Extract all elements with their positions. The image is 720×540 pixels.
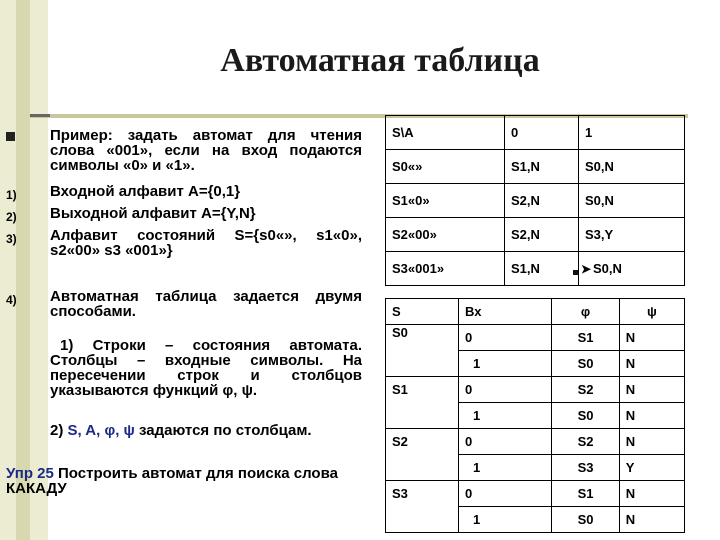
method-one-text: 1) Строки – состояния автомата. Столбцы – входные символы. На пересечении строк и столбцов указываются функций φ, ψ.	[50, 337, 362, 399]
exercise-body: Построить автомат для поиска слова КАКАДУ	[6, 465, 338, 497]
table-cell: N	[619, 403, 684, 429]
bullet-square-icon	[6, 132, 15, 141]
table-cell: N	[619, 429, 684, 455]
table-row	[386, 252, 685, 286]
left-decor-stripe	[16, 0, 30, 540]
table-cell	[386, 455, 459, 481]
table-cell: N	[619, 481, 684, 507]
table-cell: S2,N	[505, 184, 579, 218]
table-cell: S0,N	[579, 150, 685, 184]
table-cell: S1«0»	[386, 184, 505, 218]
table-row	[386, 184, 685, 218]
table-row	[386, 325, 685, 351]
table-cell: S2	[552, 377, 619, 403]
table-cell: 1	[459, 403, 552, 429]
table-header-cell: 0	[505, 116, 579, 150]
table-row	[386, 403, 685, 429]
table-cell	[386, 403, 459, 429]
automaton-table-rows	[385, 115, 685, 286]
table-cell: S0,N	[579, 184, 685, 218]
method-two-highlight: S, A, φ, ψ	[67, 422, 135, 439]
method-two-text	[50, 423, 370, 438]
table-cell: 1	[459, 351, 552, 377]
table-cell: S3«001»	[386, 252, 505, 286]
example-text: Пример: задать автомат для чтения слова «001», если на вход подаются символы «0» и «1».	[50, 127, 362, 174]
table-cell: Y	[619, 455, 684, 481]
arrow-right-icon: ➤	[581, 262, 592, 276]
method-two-number: 2)	[50, 422, 64, 439]
exercise-text	[6, 466, 366, 496]
table-cell: S2	[386, 429, 459, 455]
table-cell: S2,N	[505, 218, 579, 252]
input-alphabet: Входной алфавит A={0,1}	[50, 183, 241, 200]
title-divider-accent	[30, 114, 50, 117]
table-cell: 0	[459, 429, 552, 455]
slide-title: Автоматная таблица	[220, 42, 540, 79]
table-header-cell: 1	[579, 116, 685, 150]
table-methods: Автоматная таблица задается двумя способами.	[50, 288, 362, 320]
table-cell: S3	[386, 481, 459, 507]
table-row	[386, 429, 685, 455]
table-row	[386, 218, 685, 252]
table-cell: S1,N	[505, 252, 579, 286]
item-number: 4)	[6, 293, 17, 307]
state-alphabet: Алфавит состояний S={s0«», s1«0», s2«00» s3 «001»}	[50, 227, 362, 259]
table-cell: S0	[552, 403, 619, 429]
table-cell	[386, 507, 459, 533]
table-cell: 0	[459, 377, 552, 403]
table-cell: S3	[552, 455, 619, 481]
table-header-cell: S	[386, 299, 459, 325]
table-cell: 1	[459, 455, 552, 481]
table-row	[386, 116, 685, 150]
table-cell: S3,Y	[579, 218, 685, 252]
table-cell: N	[619, 325, 684, 351]
item-number: 3)	[6, 232, 17, 246]
table-cell: S2«00»	[386, 218, 505, 252]
table-header-cell: φ	[552, 299, 619, 325]
item-number: 1)	[6, 188, 17, 202]
table-cell: N	[619, 351, 684, 377]
table-cell: S2	[552, 429, 619, 455]
table-cell: N	[619, 377, 684, 403]
table-cell: S1	[552, 325, 619, 351]
output-alphabet: Выходной алфавит A={Y,N}	[50, 205, 256, 222]
table-header-cell: ψ	[619, 299, 684, 325]
table-cell: S0,N	[579, 252, 685, 286]
table-cell	[386, 351, 459, 377]
cursor-dot-icon	[573, 270, 578, 275]
table-cell: 0	[459, 325, 552, 351]
table-cell: S1	[552, 481, 619, 507]
table-row	[386, 377, 685, 403]
table-row	[386, 150, 685, 184]
automaton-table-columns	[385, 298, 685, 533]
table-cell: S0	[552, 351, 619, 377]
item-number: 2)	[6, 210, 17, 224]
table-row	[386, 299, 685, 325]
table-cell: S0«»	[386, 150, 505, 184]
table-cell: 0	[459, 481, 552, 507]
table-cell: S0	[386, 325, 459, 351]
table-row	[386, 481, 685, 507]
exercise-label: Упр 25	[6, 465, 54, 482]
table-cell: S1	[386, 377, 459, 403]
table-row	[386, 351, 685, 377]
table-cell: 1	[459, 507, 552, 533]
table-cell: N	[619, 507, 684, 533]
table-header-cell: Вх	[459, 299, 552, 325]
table-cell: S0	[552, 507, 619, 533]
table-header-cell: S\A	[386, 116, 505, 150]
method-two-rest: задаются по столбцам.	[139, 422, 312, 439]
table-cell: S1,N	[505, 150, 579, 184]
table-row	[386, 507, 685, 533]
table-row	[386, 455, 685, 481]
